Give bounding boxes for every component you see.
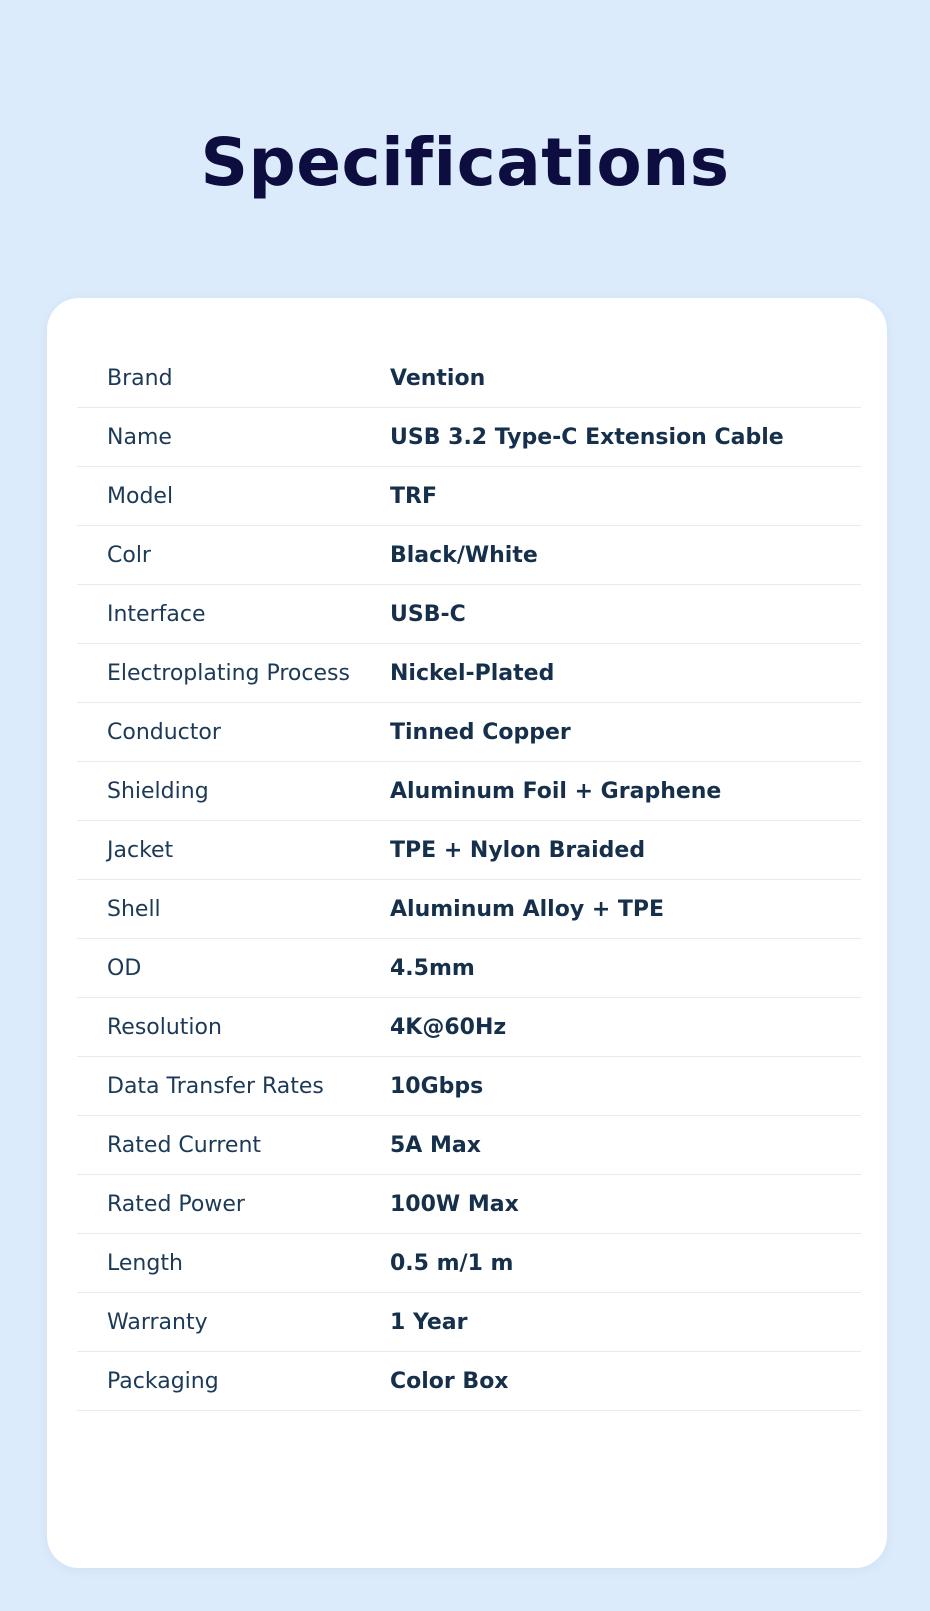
- spec-value: 10Gbps: [390, 1073, 484, 1099]
- spec-row: [77, 408, 861, 467]
- spec-value: 5A Max: [390, 1132, 481, 1158]
- spec-table: [77, 350, 861, 1411]
- spec-row: [77, 1057, 861, 1116]
- spec-value: Aluminum Foil + Graphene: [390, 778, 722, 804]
- spec-row: [77, 467, 861, 526]
- spec-label: Colr: [107, 542, 151, 568]
- spec-label: OD: [107, 955, 142, 981]
- spec-label: Packaging: [107, 1368, 219, 1394]
- spec-row: [77, 703, 861, 762]
- spec-value: 4.5mm: [390, 955, 475, 981]
- spec-value: Vention: [390, 366, 486, 391]
- spec-label: Rated Power: [107, 1191, 245, 1217]
- spec-value: USB-C: [390, 601, 466, 627]
- spec-value: Tinned Copper: [390, 719, 571, 745]
- spec-label: Conductor: [107, 719, 221, 745]
- spec-value: Aluminum Alloy + TPE: [390, 896, 665, 922]
- spec-row: [77, 1293, 861, 1352]
- spec-row: [77, 762, 861, 821]
- spec-label: Model: [107, 483, 174, 509]
- spec-value: TRF: [390, 483, 437, 509]
- spec-label: Jacket: [107, 837, 174, 863]
- spec-label: Brand: [107, 366, 173, 391]
- spec-row: [77, 350, 861, 408]
- spec-label: Name: [107, 424, 172, 450]
- spec-row: [77, 1234, 861, 1293]
- spec-label: Shell: [107, 896, 161, 922]
- spec-value: Nickel-Plated: [390, 660, 555, 686]
- spec-row: [77, 1352, 861, 1411]
- spec-row: [77, 939, 861, 998]
- spec-row: [77, 1116, 861, 1175]
- spec-value: USB 3.2 Type-C Extension Cable: [390, 424, 784, 450]
- spec-label: Electroplating Process: [107, 660, 350, 686]
- spec-row: [77, 998, 861, 1057]
- spec-value: Black/White: [390, 542, 538, 568]
- spec-value: Color Box: [390, 1368, 509, 1394]
- spec-row: [77, 644, 861, 703]
- spec-label: Length: [107, 1250, 183, 1276]
- spec-label: Data Transfer Rates: [107, 1073, 324, 1099]
- spec-row: [77, 880, 861, 939]
- page-title: Specifications: [200, 124, 730, 201]
- spec-value: TPE + Nylon Braided: [390, 837, 646, 863]
- spec-label: Shielding: [107, 778, 209, 804]
- spec-row: [77, 526, 861, 585]
- spec-row: [77, 585, 861, 644]
- specs-card: [47, 298, 887, 1568]
- spec-label: Resolution: [107, 1014, 222, 1040]
- spec-label: Interface: [107, 601, 206, 627]
- spec-row: [77, 1175, 861, 1234]
- spec-row: [77, 821, 861, 880]
- spec-value: 0.5 m/1 m: [390, 1250, 514, 1276]
- spec-value: 4K@60Hz: [390, 1014, 507, 1040]
- spec-label: Rated Current: [107, 1132, 262, 1158]
- spec-value: 100W Max: [390, 1191, 519, 1217]
- spec-label: Warranty: [107, 1309, 208, 1335]
- spec-value: 1 Year: [390, 1309, 468, 1335]
